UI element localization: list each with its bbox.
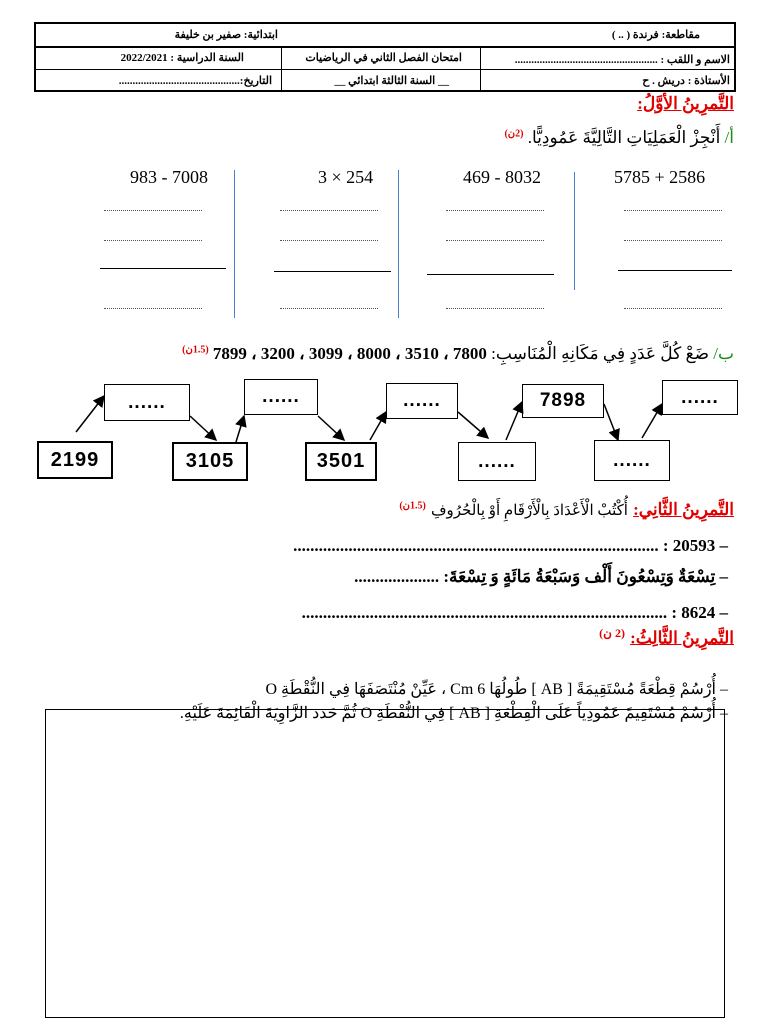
- answer-line[interactable]: [104, 307, 202, 309]
- operation-1: 5785 + 2586: [614, 167, 706, 187]
- drawing-area[interactable]: [45, 709, 725, 1018]
- result-line: [274, 271, 391, 272]
- school-name: ابتدائية: صفير بن خليفة: [174, 29, 278, 41]
- exercise2-header: [399, 500, 734, 520]
- answer-line[interactable]: [624, 209, 722, 211]
- part-a-instruction: [504, 128, 734, 148]
- class-level: __ السنة الثالثة ابتدائي __: [334, 75, 449, 87]
- part-a-points: (2ن): [504, 128, 524, 140]
- chain-box-9[interactable]: ......: [594, 440, 670, 481]
- answer-line[interactable]: [280, 209, 378, 211]
- operation-4: 983 - 7008: [130, 167, 208, 187]
- chain-box-3: 3105: [172, 442, 248, 481]
- column-separator: [234, 170, 235, 318]
- exam-title: امتحان الفصل الثاني في الرياضيات: [305, 52, 462, 64]
- answer-line[interactable]: [104, 239, 202, 241]
- operation-3: 3 × 254: [318, 167, 374, 187]
- exercise3-line-2: – أُرْسُمْ مُسْتَقِيمً عَمُودِياً عَلَى الْقِطْعَةِ [ AB ] فِي النُّقْطَةِ O ثُمَّ حَدد الزَّاوِيَةَ الْقَائِمَةَ عَلَيْهِ.: [179, 705, 728, 722]
- part-b-numbers: 7800 ، 3510 ، 8000 ، 3099 ، 3200 ، 7899: [212, 344, 487, 363]
- exercise3-header: [599, 626, 734, 648]
- chain-box-2[interactable]: ......: [104, 384, 190, 421]
- exercise3-title: التَّمرِينُ الثَّالِثُ:: [630, 628, 734, 648]
- name-field[interactable]: الاسم و اللقب : ....................................................: [514, 54, 730, 66]
- date-field[interactable]: التاريخ:............................................: [118, 75, 272, 87]
- part-a-prefix: أ/: [724, 128, 734, 147]
- school-year: السنة الدراسية : 2022/2021: [120, 52, 244, 64]
- part-b-points: (1.5ن): [182, 344, 209, 356]
- exercise2-points: (1.5ن): [399, 500, 426, 512]
- answer-line[interactable]: [446, 307, 544, 309]
- chain-box-1: 2199: [37, 441, 113, 479]
- exercise2-title: التَّمرِينُ الثَّانِي:: [633, 500, 734, 519]
- chain-box-8: 7898: [522, 384, 604, 418]
- column-separator: [398, 170, 399, 318]
- operation-2: 469 - 8032: [463, 167, 541, 187]
- chain-box-4[interactable]: ......: [244, 379, 318, 415]
- district: مقاطعة: فرندة ( .. ): [611, 29, 700, 41]
- part-b-instruction: [182, 344, 734, 364]
- result-line: [427, 274, 554, 275]
- header-table: [34, 22, 736, 92]
- answer-line[interactable]: [280, 239, 378, 241]
- part-b-prefix: ب/: [713, 344, 734, 363]
- result-line: [618, 270, 732, 271]
- teacher-name: الأستاذة : دريش . ح: [642, 75, 730, 87]
- chain-box-10[interactable]: ......: [662, 380, 738, 415]
- exercise2-line-3[interactable]: – 8624 : ......................................................................................: [301, 603, 728, 622]
- result-line: [100, 268, 226, 269]
- exercise1-title: التَّمرِينُ الأوَّلُ:: [637, 94, 734, 113]
- chain-box-6[interactable]: ......: [386, 383, 458, 419]
- answer-line[interactable]: [446, 209, 544, 211]
- chain-box-7[interactable]: ......: [458, 442, 536, 481]
- answer-line[interactable]: [624, 307, 722, 309]
- chain-box-5: 3501: [305, 442, 377, 481]
- exercise3-points: (2 ن): [599, 626, 625, 640]
- answer-line[interactable]: [280, 307, 378, 309]
- column-separator: [574, 172, 575, 290]
- part-b-text: ضَعْ كُلَّ عَدَدٍ فِي مَكَانِهِ الْمُنَاسِبِ:: [491, 344, 714, 363]
- part-a-text: أَنْجِزْ الْعَمَلِيَاتِ التَّالِيَّةَ عَمُودِيًّا.: [527, 128, 725, 147]
- exercise2-line-2[interactable]: – تِسْعَةٌ وَتِسْعُونَ أَلْف وَسَبْعَةُ مَائَةٍ وَ تِسْعَةَ: ....................: [354, 567, 728, 586]
- exercise3-line-1: – أُرْسُمْ قِطْعَةً مُسْتَقِيمَةً [ AB ] طُولُهَا 6 Cm ، عَيِّنْ مُنْتَصَفَهَا فِي النُّقْطَةِ O: [265, 681, 728, 698]
- exercise2-instruction: أُكْتُبْ الْأَعْدَادَ بِالْأَرْقَامِ أَوْ بِالْحُرُوفِ: [430, 503, 628, 519]
- answer-line[interactable]: [446, 239, 544, 241]
- answer-line[interactable]: [624, 239, 722, 241]
- answer-line[interactable]: [104, 209, 202, 211]
- exercise2-line-1[interactable]: – 20593 : ......................................................................................: [293, 536, 728, 555]
